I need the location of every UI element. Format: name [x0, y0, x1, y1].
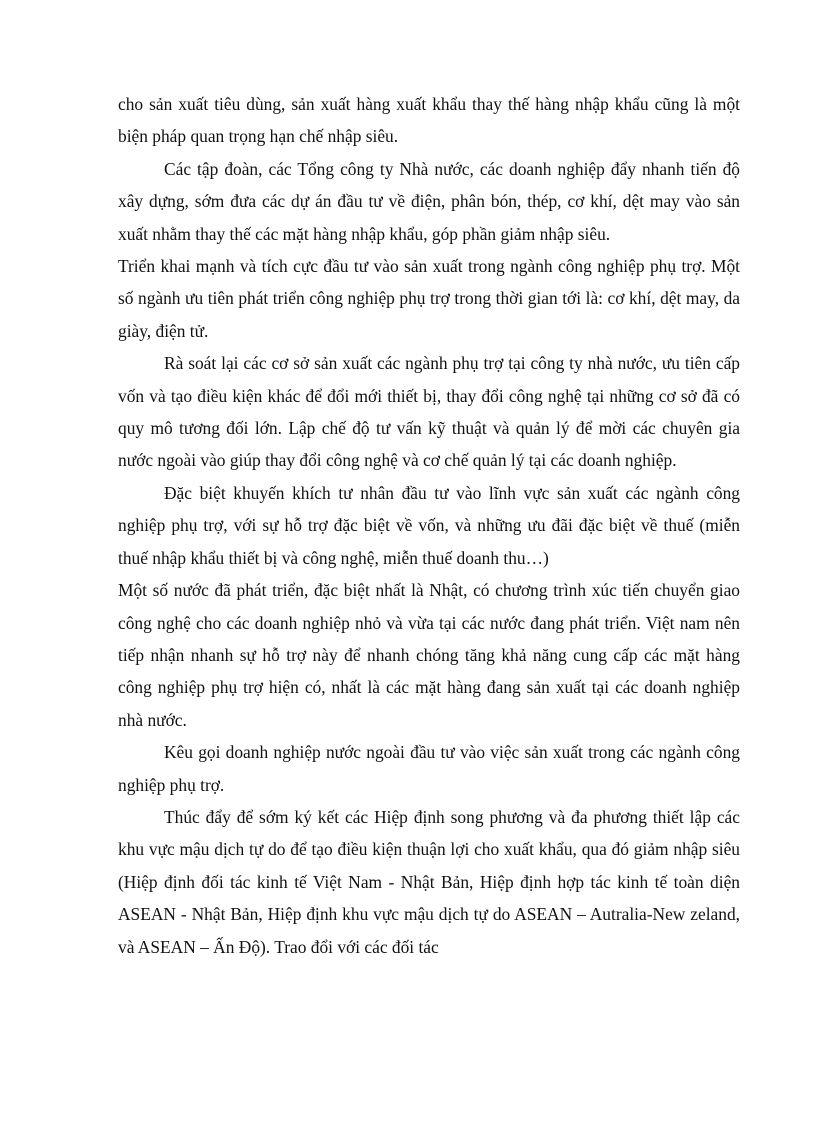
paragraph-4: Rà soát lại các cơ sở sản xuất các ngành phụ trợ tại công ty nhà nước, ưu tiên cấp vốn và tạo điều kiện khác để đổi mới thiết bị, thay đổi công nghệ tại những cơ sở đã có quy mô tương đối lớn. Lập chế độ tư vấn kỹ thuật và quản lý để mời các chuyên gia nước ngoài vào giúp thay đổi công nghệ và cơ chế quản lý tại các doanh nghiệp.	[118, 353, 740, 471]
document-page	[118, 88, 740, 963]
paragraph-1: cho sản xuất tiêu dùng, sản xuất hàng xuất khẩu thay thế hàng nhập khẩu cũng là một biện pháp quan trọng hạn chế nhập siêu.	[118, 94, 740, 147]
paragraph-8: Thúc đẩy để sớm ký kết các Hiệp định song phương và đa phương thiết lập các khu vực mậu dịch tự do để tạo điều kiện thuận lợi cho xuất khẩu, qua đó giảm nhập siêu (Hiệp định đối tác kinh tế Việt Nam - Nhật Bản, Hiệp định hợp tác kinh tế toàn diện ASEAN - Nhật Bản, Hiệp định khu vực mậu dịch tự do ASEAN – Autralia-New zeland, và ASEAN – Ấn Độ). Trao đổi với các đối tác	[118, 806, 740, 957]
paragraph-6: Một số nước đã phát triển, đặc biệt nhất là Nhật, có chương trình xúc tiến chuyển giao công nghệ cho các doanh nghiệp nhỏ và vừa tại các nước đang phát triển. Việt nam nên tiếp nhận nhanh sự hỗ trợ này để nhanh chóng tăng khả năng cung cấp các mặt hàng công nghiệp phụ trợ hiện có, nhất là các mặt hàng đang sản xuất tại các doanh nghiệp nhà nước.	[118, 580, 740, 730]
paragraph-7: Kêu gọi doanh nghiệp nước ngoài đầu tư vào việc sản xuất trong các ngành công nghiệp phụ trợ.	[118, 742, 740, 795]
paragraph-3: Triển khai mạnh và tích cực đầu tư vào sản xuất trong ngành công nghiệp phụ trợ. Một số ngành ưu tiên phát triển công nghiệp phụ trợ trong thời gian tới là: cơ khí, dệt may, da giày, điện tử.	[118, 256, 740, 341]
paragraph-5: Đặc biệt khuyến khích tư nhân đầu tư vào lĩnh vực sản xuất các ngành công nghiệp phụ trợ, với sự hỗ trợ đặc biệt về vốn, và những ưu đãi đặc biệt về thuế (miễn thuế nhập khẩu thiết bị và công nghệ, miễn thuế doanh thu…)	[118, 482, 740, 568]
paragraph-2: Các tập đoàn, các Tổng công ty Nhà nước, các doanh nghiệp đẩy nhanh tiến độ xây dựng, sớm đưa các dự án đầu tư về điện, phân bón, thép, cơ khí, dệt may vào sản xuất nhằm thay thế các mặt hàng nhập khẩu, góp phần giảm nhập siêu.	[118, 158, 740, 244]
